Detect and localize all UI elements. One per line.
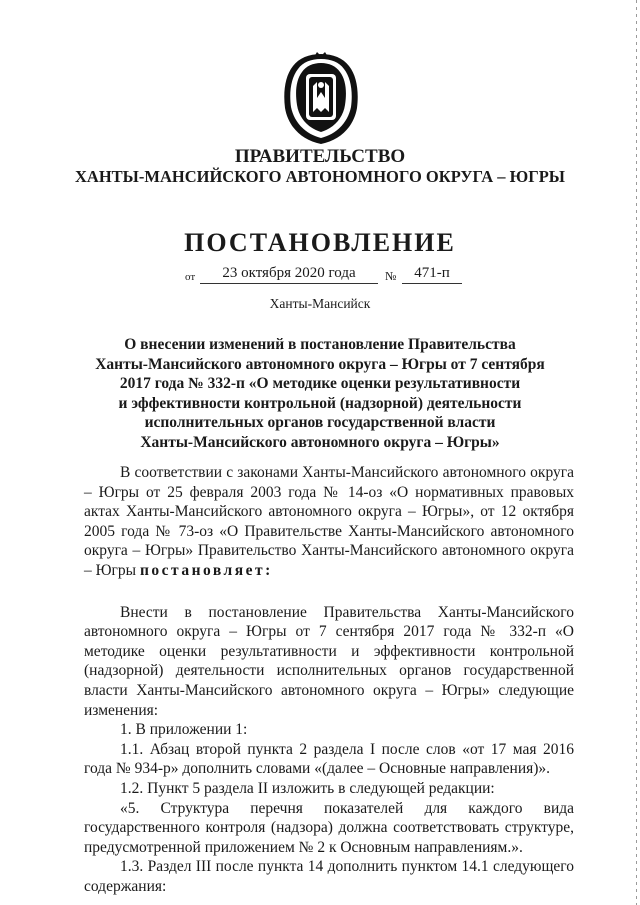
title-line: О внесении изменений в постановление Правительства bbox=[124, 336, 516, 353]
document-number: 471-п bbox=[402, 265, 462, 284]
paragraph-gap bbox=[84, 581, 574, 603]
region-name: ХАНТЫ-МАНСИЙСКОГО АВТОНОМНОГО ОКРУГА – ЮГРЫ bbox=[75, 167, 565, 186]
preamble-paragraph bbox=[84, 463, 574, 581]
body-paragraph: «5. Структура перечня показателей для каждого вида государственного контроля (надзора) должна соответствовать структуре, предусмотренной приложением № 2 к Основным направлениям.». bbox=[84, 799, 574, 856]
page-edge bbox=[636, 0, 637, 905]
title-line: Ханты-Мансийского автономного округа – Югры» bbox=[140, 433, 500, 451]
body-paragraph: Внести в постановление Правительства Ханты-Мансийского автономного округа – Югры от 7 сентября 2017 года № 332-п «О методике оценки результативности и эффективности контрольной (надзорной) деятельности исполнительных органов государственной власти Ханты-Мансийского автономного округа – Югры» следующие изменения: bbox=[84, 603, 574, 719]
number-prefix: № bbox=[385, 269, 397, 283]
body-paragraph: 1.3. Раздел III после пункта 14 дополнить пунктом 14.1 следующего содержания: bbox=[84, 858, 574, 895]
city: Ханты-Мансийск bbox=[269, 296, 371, 311]
title-line: 2017 года № 332-п «О методике оценки результативности bbox=[119, 375, 521, 392]
title-line: Ханты-Мансийского автономного округа – Югры от 7 сентября bbox=[95, 355, 545, 373]
document-title bbox=[90, 335, 550, 452]
body-paragraph: 1. В приложении 1: bbox=[120, 721, 248, 739]
document-date: 23 октября 2020 года bbox=[200, 265, 378, 284]
body-paragraph: 1.1. Абзац второй пункта 2 раздела I после слов «от 17 мая 2016 года № 934-р» дополнить словами «(далее – Основные направления)». bbox=[84, 740, 574, 778]
government-name: ПРАВИТЕЛЬСТВО bbox=[234, 146, 406, 167]
body-paragraph: 1.2. Пункт 5 раздела II изложить в следующей редакции: bbox=[120, 779, 495, 797]
date-prefix: от bbox=[185, 271, 196, 283]
title-line: и эффективности контрольной (надзорной) деятельности bbox=[118, 394, 522, 412]
document-body bbox=[84, 463, 574, 896]
date-number-line bbox=[0, 265, 640, 289]
resolves-word: постановляет: bbox=[139, 561, 273, 579]
title-line: исполнительных органов государственной власти bbox=[144, 414, 496, 431]
coat-of-arms-icon bbox=[281, 52, 361, 146]
preamble-text: В соответствии с законами Ханты-Мансийского автономного округа – Югры от 25 февраля 2003 года № 14-оз «О нормативных правовых актах Ханты-Мансийского автономного округа – Югры», от 12 октября 2005 года № 73-оз «О Правительстве Ханты-Мансийского автономного округа – Югры» Правительство Ханты-Мансийского автономного округа – Югры bbox=[84, 464, 574, 579]
document-type: ПОСТАНОВЛЕНИЕ bbox=[184, 228, 456, 257]
